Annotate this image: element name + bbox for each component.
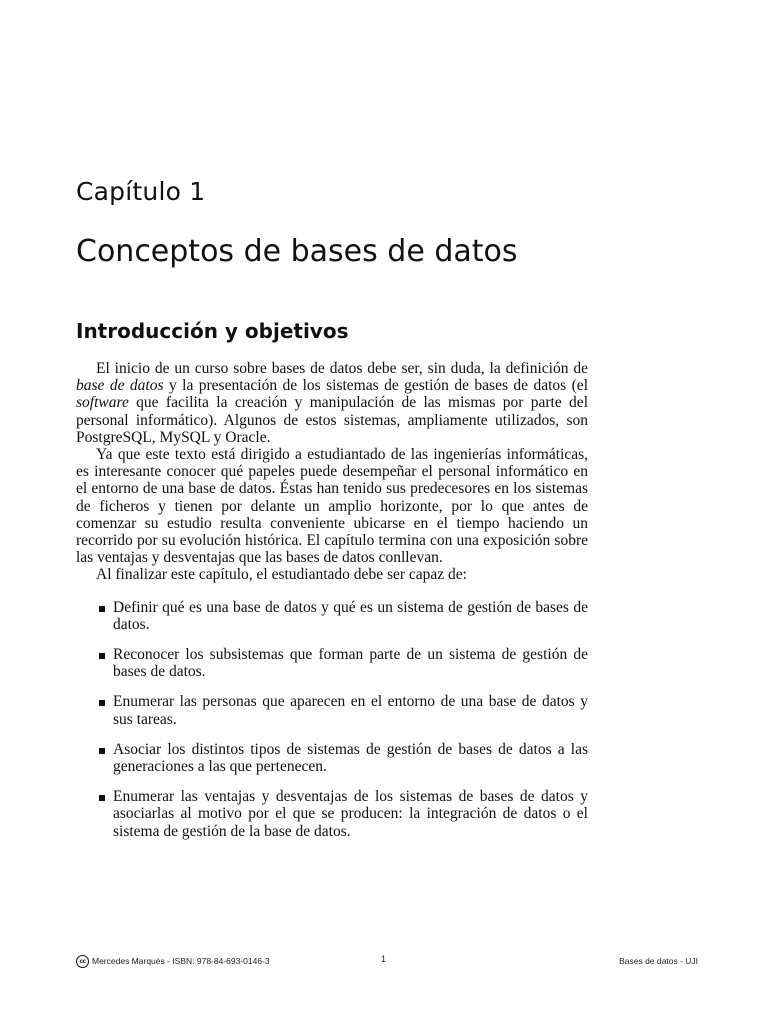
list-item <box>113 599 588 633</box>
section-title: Introducción y objetivos <box>76 319 349 343</box>
list-item <box>113 741 588 775</box>
paragraph-intro-emphasis-term: base de datos <box>76 377 164 395</box>
chapter-label: Capítulo 1 <box>76 177 206 206</box>
paragraph-intro <box>76 360 588 446</box>
chapter-title: Conceptos de bases de datos <box>76 234 518 269</box>
paragraph-intro-text-c: y la presentación de los sistemas de gestión de bases de datos (el <box>163 377 588 395</box>
paragraph-intro-text-e: que facilita la creación y manipulación de las mismas por parte del personal informático). Algunos de estos sistemas, ampliamente utilizados, son PostgreSQL, MySQL y Oracle. <box>76 394 588 446</box>
paragraph-intro-emphasis-software: software <box>76 394 129 412</box>
list-item <box>113 788 588 840</box>
square-bullet-icon <box>99 700 105 706</box>
list-item-text: Reconocer los subsistemas que forman parte de un sistema de gestión de bases de datos. <box>113 646 588 681</box>
page-footer <box>76 952 698 972</box>
footer-series: Bases de datos - UJI <box>619 956 698 966</box>
list-item-text: Enumerar las personas que aparecen en el entorno de una base de datos y sus tareas. <box>113 693 588 728</box>
objectives-list <box>76 599 588 840</box>
square-bullet-icon <box>99 748 105 754</box>
list-item-text: Definir qué es una base de datos y qué es un sistema de gestión de bases de datos. <box>113 598 588 633</box>
square-bullet-icon <box>99 653 105 659</box>
page-number: 1 <box>381 954 387 964</box>
list-item <box>113 646 588 680</box>
list-item-text: Enumerar las ventajas y desventajas de los sistemas de bases de datos y asociarlas al motivo por el que se producen: la integración de datos o el sistema de gestión de la base de datos. <box>113 788 588 840</box>
creative-commons-icon: cc <box>76 955 89 968</box>
footer-author: Mercedes Marqués - ISBN: 978-84-693-0146-3 <box>92 956 270 966</box>
square-bullet-icon <box>99 606 105 612</box>
list-item-text: Asociar los distintos tipos de sistemas de gestión de bases de datos a las generaciones a las que pertenecen. <box>113 740 588 776</box>
paragraph-objectives-lead: Al finalizar este capítulo, el estudiantado debe ser capaz de: <box>96 566 467 584</box>
body-text <box>76 360 588 853</box>
paragraph-intro-text-a: El inicio de un curso sobre bases de datos debe ser, sin duda, la definición de <box>96 360 588 377</box>
paragraph-context: Ya que este texto está dirigido a estudiantado de las ingenierías informáticas, es interesante conocer qué papeles puede desempeñar el personal informático en el entorno de una base de datos. Éstas han tenido sus predecesores en los sistemas de ficheros y tienen por delante un amplio horizonte, por lo que antes de comenzar su estudio resulta conveniente ubicarse en el tiempo haciendo un recorrido por su evolución histórica. El capítulo termina con una exposición sobre las ventajas y desventajas que las bases de datos conllevan. <box>76 446 588 567</box>
list-item <box>113 693 588 727</box>
square-bullet-icon <box>99 795 105 801</box>
